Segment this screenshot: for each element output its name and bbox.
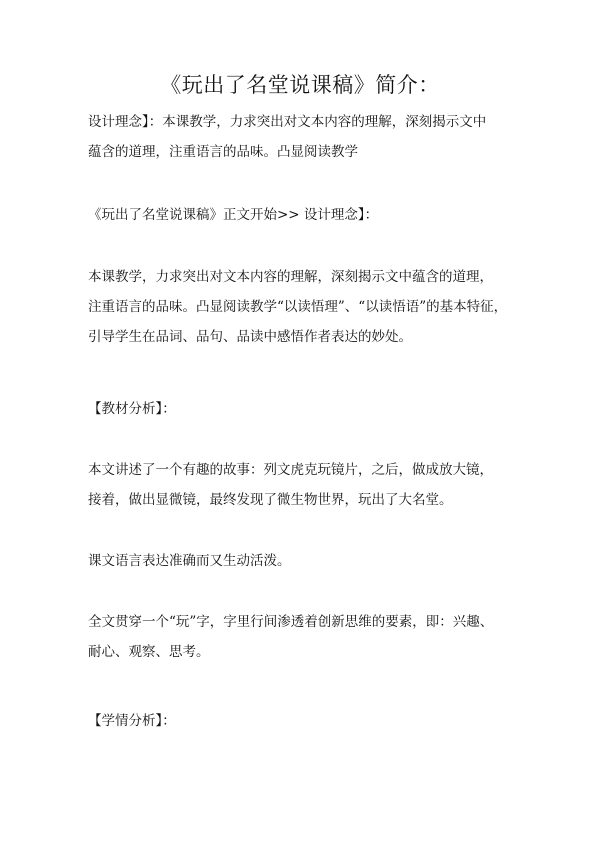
story-line-1: 本文讲述了一个有趣的故事：列文虎克玩镜片，之后，做成放大镜， xyxy=(88,462,493,478)
intro-line-1: 设计理念】：本课教学，力求突出对文本内容的理解，深刻揭示文中 xyxy=(88,114,487,130)
story-line-2: 接着，做出显微镜，最终发现了微生物世界，玩出了大名堂。 xyxy=(88,492,453,508)
design-concept-paragraph xyxy=(88,262,528,352)
intro-paragraph xyxy=(88,107,528,167)
design-concept-line-2: 注重语言的品味。凸显阅读教学“以读悟理”、“以读悟语”的基本特征， xyxy=(88,299,508,315)
story-paragraph xyxy=(88,455,528,515)
theme-paragraph xyxy=(88,607,528,667)
design-concept-line-3: 引导学生在品词、品句、品读中感悟作者表达的妙处。 xyxy=(88,329,412,345)
theme-line-2: 耐心、观察、思考。 xyxy=(88,644,210,660)
student-analysis-heading: 【学情分析】： xyxy=(88,713,176,729)
theme-line-1: 全文贯穿一个“玩”字，字里行间渗透着创新思维的要素，即：兴趣、 xyxy=(88,614,494,630)
body-start-line: 《玩出了名堂说课稿》正文开始>> 设计理念】： xyxy=(88,207,379,223)
intro-line-2: 蕴含的道理，注重语言的品味。凸显阅读教学 xyxy=(88,144,358,160)
document-title: 《玩出了名堂说课稿》简介： xyxy=(160,73,440,97)
textbook-analysis-heading: 【教材分析】： xyxy=(88,401,176,417)
language-note: 课文语言表达准确而又生动活泼。 xyxy=(88,553,291,569)
design-concept-line-1: 本课教学，力求突出对文本内容的理解，深刻揭示文中蕴含的道理， xyxy=(88,269,493,285)
